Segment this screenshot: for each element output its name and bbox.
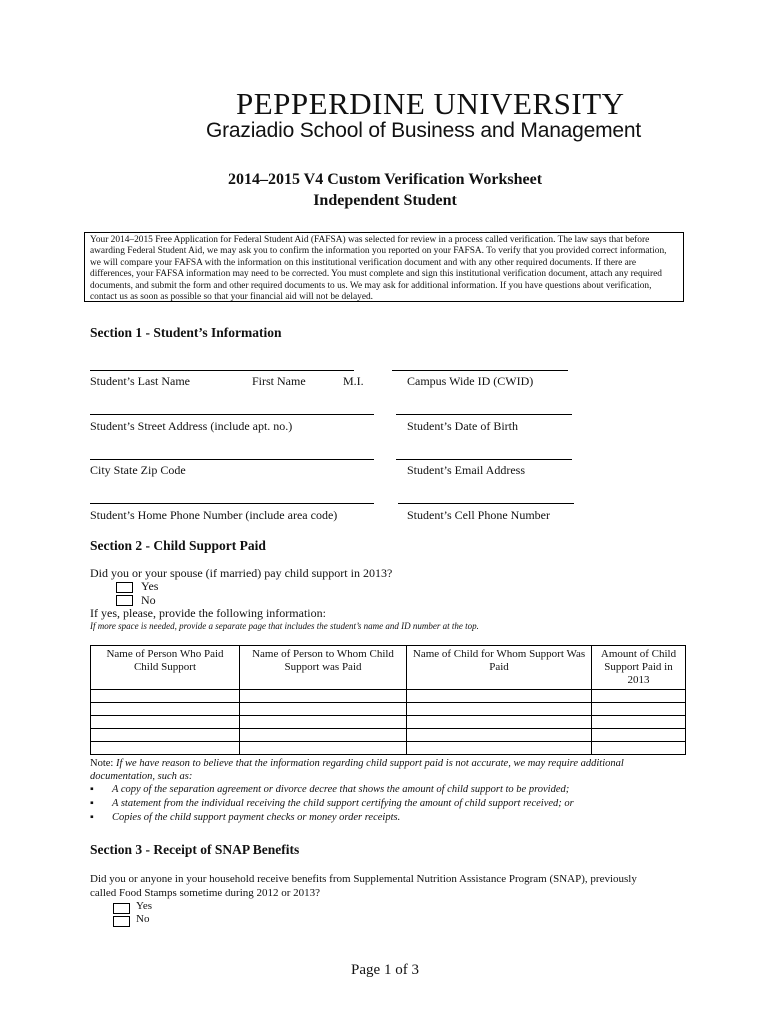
table-row[interactable] — [91, 716, 686, 729]
table-cell[interactable] — [91, 716, 240, 729]
child-support-yes-checkbox[interactable] — [116, 582, 133, 593]
mi-label: M.I. — [343, 374, 364, 388]
table-cell[interactable] — [240, 690, 407, 703]
column-header: Name of Child for Whom Support Was Paid — [407, 646, 592, 690]
note-label: Note: — [90, 758, 114, 769]
table-cell[interactable] — [91, 742, 240, 755]
city-state-zip-label: City State Zip Code — [90, 463, 186, 477]
date-of-birth-field[interactable] — [396, 414, 572, 415]
verification-notice: Your 2014–2015 Free Application for Federal Student Aid (FAFSA) was selected for review in a process called verification. The law says that before awarding Federal Student Aid, we may ask you to confirm the information you reported on your FAFSA. To verify that you provided correct information, we will compare your FAFSA with the information on this institutional verification document and with any other required documents. If there are differences, your FAFSA information may need to be corrected. You must complete and sign this institutional verification document, attach any required documents, and submit the form and other required documents to us. We may ask for additional information. If you have questions about verification, contact us as soon as possible so that your financial aid will not be delayed. — [84, 232, 684, 302]
bullet-text: A copy of the separation agreement or divorce decree that shows the amount of child support to be provided; — [112, 784, 570, 795]
child-support-yes-label: Yes — [141, 579, 159, 593]
cwid-label: Campus Wide ID (CWID) — [407, 374, 534, 388]
table-cell[interactable] — [407, 742, 592, 755]
last-name-label: Student’s Last Name — [90, 374, 190, 388]
page-title: 2014–2015 V4 Custom Verification Worksheet — [227, 171, 543, 188]
snap-yes-label: Yes — [136, 900, 153, 912]
bullet-icon: ▪ — [90, 812, 94, 823]
snap-yes-checkbox[interactable] — [113, 903, 130, 914]
cwid-field[interactable] — [392, 370, 568, 371]
table-cell[interactable] — [91, 703, 240, 716]
note-text: If we have reason to believe that the information regarding child support paid is not accurate, we may require additional documentation, such as: — [90, 758, 624, 782]
page-number: Page 1 of 3 — [351, 962, 419, 978]
table-cell[interactable] — [407, 716, 592, 729]
table-cell[interactable] — [407, 729, 592, 742]
table-cell[interactable] — [240, 703, 407, 716]
list-item — [90, 812, 400, 823]
table-row[interactable] — [91, 690, 686, 703]
table-cell[interactable] — [91, 690, 240, 703]
home-phone-field[interactable] — [90, 503, 374, 504]
table-cell[interactable] — [407, 690, 592, 703]
school-name: Graziadio School of Business and Management — [206, 119, 641, 142]
home-phone-label: Student’s Home Phone Number (include area code) — [90, 508, 338, 522]
page-subtitle: Independent Student — [313, 192, 457, 209]
child-support-no-label: No — [141, 593, 156, 607]
date-of-birth-label: Student’s Date of Birth — [407, 419, 518, 433]
last-name-field[interactable] — [90, 370, 354, 371]
email-field[interactable] — [396, 459, 572, 460]
street-address-field[interactable] — [90, 414, 374, 415]
child-support-no-checkbox[interactable] — [116, 595, 133, 606]
table-cell[interactable] — [91, 729, 240, 742]
snap-question-line2: called Food Stamps sometime during 2012 or 2013? — [90, 887, 321, 899]
table-cell[interactable] — [240, 716, 407, 729]
column-header: Name of Person Who Paid Child Support — [91, 646, 240, 690]
table-cell[interactable] — [592, 690, 686, 703]
section2-heading: Section 2 - Child Support Paid — [90, 538, 266, 553]
bullet-text: A statement from the individual receiving the child support certifying the amount of child support received; or — [112, 798, 574, 809]
cell-phone-field[interactable] — [398, 503, 574, 504]
list-item — [90, 798, 574, 809]
street-address-label: Student’s Street Address (include apt. no.) — [90, 419, 293, 433]
bullet-text: Copies of the child support payment checks or money order receipts. — [112, 812, 401, 823]
cell-phone-label: Student’s Cell Phone Number — [407, 508, 550, 522]
more-space-note: If more space is needed, provide a separate page that includes the student’s name and ID number at the top. — [90, 621, 479, 631]
column-header: Amount of Child Support Paid in 2013 — [592, 646, 686, 690]
table-cell[interactable] — [592, 742, 686, 755]
section1-heading: Section 1 - Student’s Information — [90, 325, 282, 340]
bullet-icon: ▪ — [90, 798, 94, 809]
snap-no-label: No — [136, 913, 150, 925]
list-item — [90, 784, 569, 795]
table-row[interactable] — [91, 729, 686, 742]
table-cell[interactable] — [240, 729, 407, 742]
table-row[interactable] — [91, 703, 686, 716]
child-support-table — [90, 645, 686, 755]
snap-question-line1: Did you or anyone in your household receive benefits from Supplemental Nutrition Assistance Program (SNAP), previously — [90, 873, 637, 885]
university-name: PEPPERDINE UNIVERSITY — [236, 86, 625, 121]
first-name-label: First Name — [252, 374, 306, 388]
snap-no-checkbox[interactable] — [113, 916, 130, 927]
email-label: Student’s Email Address — [407, 463, 525, 477]
table-cell[interactable] — [592, 716, 686, 729]
column-header: Name of Person to Whom Child Support was Paid — [240, 646, 407, 690]
table-header-row — [91, 646, 686, 690]
table-cell[interactable] — [407, 703, 592, 716]
table-cell[interactable] — [592, 703, 686, 716]
section3-heading: Section 3 - Receipt of SNAP Benefits — [90, 842, 300, 857]
table-row[interactable] — [91, 742, 686, 755]
child-support-question: Did you or your spouse (if married) pay child support in 2013? — [90, 566, 393, 580]
table-cell[interactable] — [240, 742, 407, 755]
documentation-note — [90, 757, 690, 783]
table-cell[interactable] — [592, 729, 686, 742]
if-yes-instruction: If yes, please, provide the following information: — [90, 606, 326, 620]
bullet-icon: ▪ — [90, 784, 94, 795]
city-state-zip-field[interactable] — [90, 459, 374, 460]
